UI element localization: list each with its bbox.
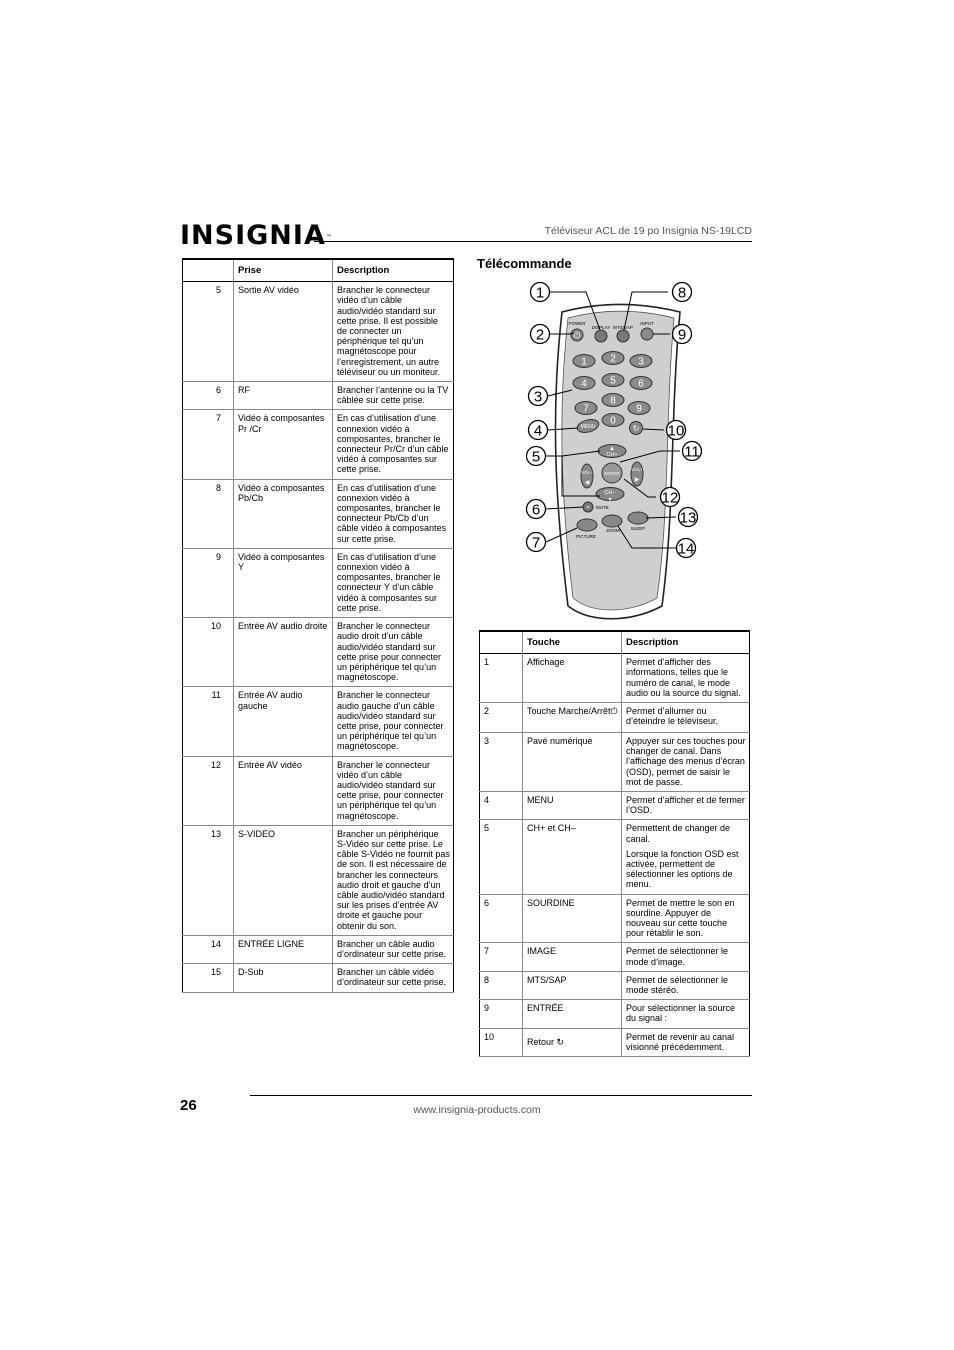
zoom-label: ZOOM xyxy=(606,528,620,533)
col-header-jack: Prise xyxy=(234,259,333,282)
key-label: 6 xyxy=(638,378,644,390)
table-row xyxy=(183,410,454,479)
col-header-num xyxy=(480,631,523,654)
callout-number: 2 xyxy=(535,326,545,344)
col-header-button: Touche xyxy=(523,631,622,654)
row-num: 3 xyxy=(484,736,490,747)
row-name: IMAGE xyxy=(523,943,622,971)
table-row xyxy=(183,618,454,687)
row-desc: Brancher le connecteur audio gauche d’un câble audio/vidéo standard sur cette prise, pour connecter un périphérique tel qu’un magnétoscope. xyxy=(333,687,454,756)
row-desc: En cas d’utilisation d’une connexion vidéo à composantes, brancher le connecteur Pr/Cr d’un câble vidéo à composantes sur cette prise. xyxy=(333,410,454,479)
row-num: 6 xyxy=(215,385,221,396)
row-name: Vidéo à composantes Pr /Cr xyxy=(234,410,333,479)
row-num: 13 xyxy=(210,828,221,839)
table-row xyxy=(480,971,750,999)
input-label: INPUT xyxy=(640,321,654,326)
row-num: 8 xyxy=(215,482,221,493)
table-row xyxy=(480,1028,750,1056)
table-row xyxy=(480,1000,750,1028)
row-num: 2 xyxy=(484,706,490,717)
row-name: MTS/SAP xyxy=(523,971,622,999)
row-num: 9 xyxy=(484,1003,490,1014)
down-arrow-icon: ▼ xyxy=(607,497,613,503)
table-row xyxy=(183,548,454,617)
row-num: 11 xyxy=(211,690,221,701)
table-row xyxy=(480,820,750,894)
row-desc: Permet de revenir au canal visionné précédemment. xyxy=(622,1028,750,1056)
row-desc: Brancher un périphérique S-Vidéo sur cette prise. Le câble S-Vidéo ne fournit pas de son. Il est nécessaire de brancher les connecteurs audio droit et gauche d’un câble audio/vidéo standard sur les prises d’entrée AV droite et gauche pour obtenir du son. xyxy=(333,825,454,935)
display-button-shape xyxy=(595,330,607,342)
menu-label: MENU xyxy=(580,424,596,430)
row-desc: Brancher le connecteur audio droit d’un câble audio/vidéo standard sur cette prise pour connecter un périphérique tel qu’un magnétoscope. xyxy=(333,618,454,687)
row-name: Entrée AV vidéo xyxy=(234,756,333,825)
vol-minus-label: VOL− xyxy=(581,470,593,475)
enter-label: ENTER xyxy=(604,471,620,476)
row-name: Vidéo à composantes Y xyxy=(234,548,333,617)
row-name: Sortie AV vidéo xyxy=(234,282,333,382)
ch-minus-label: CH− xyxy=(604,490,616,496)
picture-label: PICTURE xyxy=(576,534,596,539)
col-header-description: Description xyxy=(333,259,454,282)
key-label: 8 xyxy=(610,395,616,407)
row-desc: Permet d’afficher et de fermer l’OSD. xyxy=(622,792,750,820)
row-name: D-Sub xyxy=(234,964,333,992)
row-name-text: Retour xyxy=(527,1036,555,1047)
table-row xyxy=(183,282,454,382)
row-desc: Permet d’allumer ou d’éteindre le téléviseur. xyxy=(622,703,750,733)
callout-number: 5 xyxy=(531,448,541,466)
row-name xyxy=(523,1028,622,1056)
row-num: 9 xyxy=(215,551,221,562)
mute-label: MUTE xyxy=(596,505,609,510)
table-row xyxy=(480,733,750,792)
remote-buttons-table xyxy=(479,630,750,1057)
row-name: CH+ et CH– xyxy=(523,820,622,894)
vol-plus-label: VOL+ xyxy=(631,467,643,472)
row-desc: Permet de sélectionner le mode d’image. xyxy=(622,943,750,971)
row-num: 12 xyxy=(210,759,221,770)
row-num: 8 xyxy=(484,974,490,985)
row-desc: Brancher le connecteur vidéo d’un câble audio/vidéo standard sur cette prise. Il est possible de connecter un périphérique tel qu’un magnétoscope pour l’enregistrement, un autre téléviseur ou un moniteur. xyxy=(333,282,454,382)
row-name: Pavé numérique xyxy=(523,733,622,792)
display-label: DISPLAY xyxy=(591,325,611,330)
mts-sap-label: MTS/SAP xyxy=(613,325,633,330)
ch-plus-label: CH+ xyxy=(606,452,618,458)
key-label: 9 xyxy=(636,403,642,415)
row-num: 10 xyxy=(210,621,221,632)
key-label: 1 xyxy=(581,356,587,368)
row-num: 7 xyxy=(215,413,221,424)
callout-number: 4 xyxy=(533,422,543,440)
col-header-num xyxy=(183,259,234,282)
row-num: 1 xyxy=(484,657,490,668)
key-label: 0 xyxy=(610,415,616,427)
row-name: ENTRÉE xyxy=(523,1000,622,1028)
callout-number: 11 xyxy=(684,443,700,461)
row-name: Vidéo à composantes Pb/Cb xyxy=(234,479,333,548)
row-desc: Brancher le connecteur vidéo d’un câble audio/vidéo standard sur cette prise, pour connecter un périphérique tel qu’un magnétoscope. xyxy=(333,756,454,825)
row-num: 4 xyxy=(484,795,490,806)
row-num: 6 xyxy=(484,897,490,908)
row-name-text: Touche Marche/Arrêt xyxy=(527,706,611,717)
row-name: Entrée AV audio droite xyxy=(234,618,333,687)
key-label: 7 xyxy=(583,403,589,415)
row-name: SOURDINE xyxy=(523,894,622,943)
power-label: POWER xyxy=(568,321,586,326)
callout-number: 1 xyxy=(535,284,545,302)
row-desc: Permet d’afficher des informations, telles que le numéro de canal, le mode audio ou la source du signal. xyxy=(622,654,750,703)
picture-button-shape xyxy=(577,519,597,531)
right-arrow-icon: ▶ xyxy=(634,477,640,483)
row-name: RF xyxy=(234,382,333,410)
input-button-shape xyxy=(641,328,653,340)
callout-number: 8 xyxy=(677,284,687,302)
row-desc: Pour sélectionner la source du signal : xyxy=(622,1000,750,1028)
row-num: 5 xyxy=(215,285,221,296)
return-icon: ↻ xyxy=(556,1036,565,1047)
table-row xyxy=(183,687,454,756)
page-number: 26 xyxy=(180,1097,197,1114)
up-arrow-icon: ▲ xyxy=(609,446,615,452)
sleep-label: SLEEP xyxy=(630,526,646,531)
logo-trademark: ™ xyxy=(325,234,333,241)
row-num: 15 xyxy=(210,967,221,978)
callout-number: 9 xyxy=(677,326,687,344)
row-desc: Appuyer sur ces touches pour changer de canal. Dans l’affichage des menus d’écran (OSD), permet de saisir le mot de passe. xyxy=(622,733,750,792)
row-num: 14 xyxy=(210,938,221,949)
logo-text: INSIGNIA xyxy=(180,220,326,251)
remote-control-diagram xyxy=(520,278,720,620)
row-desc-line2: Lorsque la fonction OSD est activée, permettent de sélectionner les options de menu. xyxy=(626,848,739,890)
table-row xyxy=(480,894,750,943)
row-desc: Permet de sélectionner le mode stéréo. xyxy=(622,971,750,999)
row-name: MENU xyxy=(523,792,622,820)
return-icon: ↻ xyxy=(632,424,640,433)
row-name: S-VIDEO xyxy=(234,825,333,935)
table-row xyxy=(183,382,454,410)
row-name: ENTRÉE LIGNE xyxy=(234,935,333,963)
connector-table xyxy=(182,258,454,993)
table-row xyxy=(183,964,454,992)
row-desc-line1: Permettent de changer de canal. xyxy=(626,823,731,844)
footer-rule xyxy=(250,1095,752,1096)
row-desc: Brancher un câble vidéo d’ordinateur sur cette prise. xyxy=(333,964,454,992)
row-desc: Brancher l’antenne ou la TV câblée sur cette prise. xyxy=(333,382,454,410)
table-row xyxy=(183,479,454,548)
callout-number: 14 xyxy=(677,540,695,558)
row-desc: En cas d’utilisation d’une connexion vidéo à composantes, brancher le connecteur Pb/Cb d’un câble vidéo à composantes sur cette prise. xyxy=(333,479,454,548)
callout-number: 6 xyxy=(531,501,541,519)
callout-number: 12 xyxy=(661,489,679,507)
col-header-description: Description xyxy=(622,631,750,654)
callout-number: 10 xyxy=(667,422,685,440)
row-num: 5 xyxy=(484,823,490,834)
left-arrow-icon: ◀ xyxy=(584,480,590,486)
table-row xyxy=(480,792,750,820)
power-icon: ⏻ xyxy=(573,331,581,340)
row-desc: En cas d’utilisation d’une connexion vidéo à composantes, brancher le connecteur Y d’un câble vidéo à composantes sur cette prise. xyxy=(333,548,454,617)
table-header-row xyxy=(480,631,750,654)
table-row xyxy=(183,825,454,935)
table-row xyxy=(480,943,750,971)
row-name xyxy=(523,703,622,733)
key-label: 5 xyxy=(610,375,616,387)
mts-sap-button-shape xyxy=(617,330,629,342)
insignia-logo xyxy=(180,222,333,250)
row-name: Affichage xyxy=(523,654,622,703)
section-title: Télécommande xyxy=(477,256,572,271)
table-row xyxy=(480,654,750,703)
table-row xyxy=(183,935,454,963)
table-row xyxy=(183,756,454,825)
table-row xyxy=(480,703,750,733)
key-label: 2 xyxy=(610,353,616,365)
row-desc: Permet de mettre le son en sourdine. Appuyer de nouveau sur cette touche pour rétablir le son. xyxy=(622,894,750,943)
key-label: 4 xyxy=(581,378,587,390)
row-name: Entrée AV audio gauche xyxy=(234,687,333,756)
row-num: 10 xyxy=(484,1031,495,1042)
table-header-row xyxy=(183,259,454,282)
footer-url: www.insignia-products.com xyxy=(413,1104,541,1116)
row-desc xyxy=(622,820,750,894)
header-title: Téléviseur ACL de 19 po Insignia NS-19LCD xyxy=(544,225,752,237)
callout-number: 13 xyxy=(679,509,697,527)
header-rule xyxy=(314,241,752,242)
callout-number: 7 xyxy=(531,534,541,552)
row-num: 7 xyxy=(484,946,490,957)
zoom-button-shape xyxy=(602,515,622,527)
callout-number: 3 xyxy=(533,388,543,406)
mute-icon: ✕ xyxy=(585,505,591,511)
sleep-button-shape xyxy=(628,512,648,524)
power-icon: ⏻ xyxy=(610,706,618,717)
row-desc: Brancher un câble audio d’ordinateur sur cette prise. xyxy=(333,935,454,963)
key-label: 3 xyxy=(638,356,644,368)
